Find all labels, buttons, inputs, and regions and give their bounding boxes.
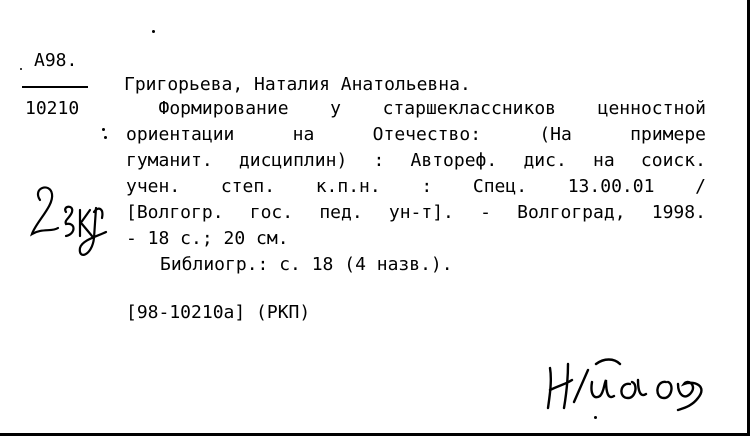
inventory-number: 10210 — [25, 98, 80, 119]
shelf-code: А98. — [34, 50, 78, 71]
shelfmark: [98-10210а] (РКП) — [126, 302, 311, 323]
handwritten-copies-note — [26, 178, 116, 274]
signature — [538, 350, 718, 420]
scan-speck — [594, 416, 597, 419]
scan-speck — [20, 68, 22, 70]
author-heading: Григорьева, Наталия Анатольевна. — [124, 74, 471, 95]
description-line: [Волгогр. гос. пед. ун-т]. - Волгоград, 1998. — [126, 202, 706, 223]
bibliographic-description — [126, 96, 706, 252]
description-line: учен. степ. к.п.н. : Спец. 13.00.01 / — [126, 176, 706, 197]
description-line: Формирование у старшеклассников ценностной — [126, 98, 706, 119]
bibliography-note: Библиогр.: с. 18 (4 назв.). — [160, 254, 453, 275]
divider-line — [22, 86, 88, 88]
description-line: - 18 с.; 20 см. — [126, 228, 289, 249]
description-line: гуманит. дисциплин) : Автореф. дис. на соиск. — [126, 150, 706, 171]
description-line: ориентации на Отечество: (На примере — [126, 124, 706, 145]
scan-speck — [104, 136, 107, 139]
scan-speck — [102, 128, 105, 131]
scan-speck — [152, 30, 155, 33]
